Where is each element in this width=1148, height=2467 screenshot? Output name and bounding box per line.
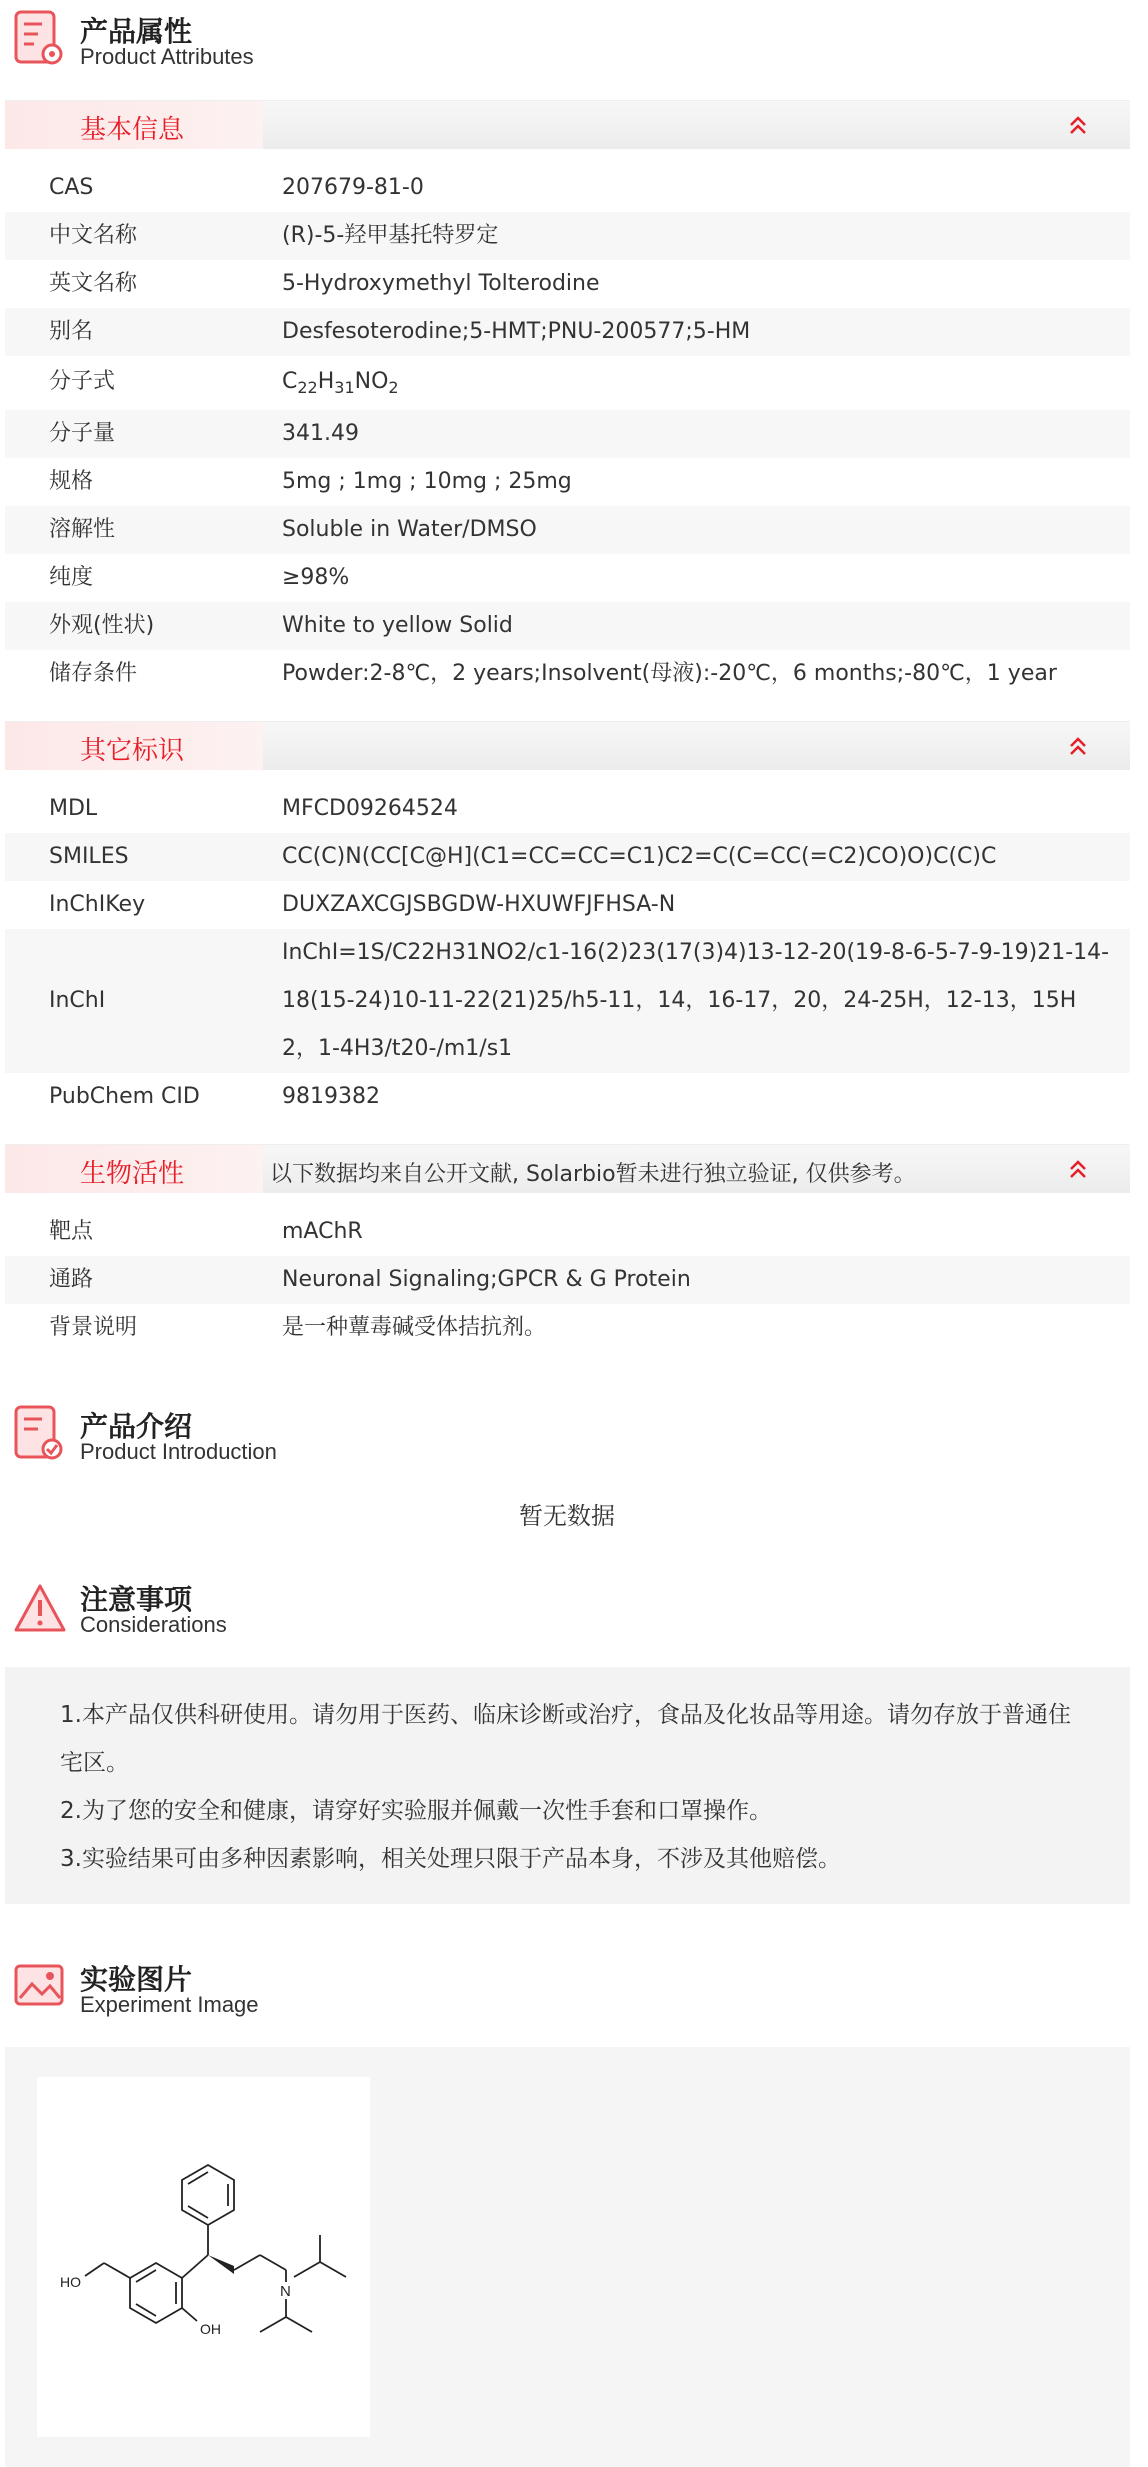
row-pubchem xyxy=(5,1073,1130,1121)
experiment-image-panel xyxy=(5,2047,1130,2467)
row-inchi xyxy=(5,929,1130,1073)
considerations-panel xyxy=(5,1667,1130,1904)
row-label: 分子量 xyxy=(49,421,116,446)
chevron-double-up-icon[interactable] xyxy=(1066,113,1090,137)
other-ids-tab-label: 其它标识 xyxy=(80,736,185,766)
row-background xyxy=(5,1304,1130,1352)
image-icon xyxy=(12,1954,68,2018)
row-mdl xyxy=(5,785,1130,833)
considerations-title: 注意事项 xyxy=(80,1583,193,1616)
bio-activity-tab xyxy=(5,1145,263,1193)
row-mw xyxy=(5,410,1130,458)
formula-c-count: 22 xyxy=(297,378,318,397)
row-label: PubChem CID xyxy=(49,1084,200,1109)
chevron-double-up-icon[interactable] xyxy=(1066,1157,1090,1181)
row-smiles xyxy=(5,833,1130,881)
row-label: 分子式 xyxy=(49,369,116,394)
other-ids-tab xyxy=(5,722,263,770)
row-value: Neuronal Signaling;GPCR & G Protein xyxy=(282,1267,691,1292)
bio-activity-bar[interactable] xyxy=(5,1144,1130,1193)
row-value: 是一种蕈毒碱受体拮抗剂。 xyxy=(282,1315,547,1340)
row-value: InChI=1S/C22H31NO2/c1-16(2)23(17(3)4)13-12-20(19-8-6-5-7-9-19)21-14-18(15-24)10-11-22(21)25/h5-11，14，16-17，20，24-25H，12-13，15H2，1-4H3/t20-/m1/s1 xyxy=(282,940,1110,1061)
introduction-subtitle: Product Introduction xyxy=(80,1439,277,1464)
attributes-icon xyxy=(12,6,68,70)
row-label: 储存条件 xyxy=(49,661,138,686)
row-value: Desfesoterodine;5-HMT;PNU-200577;5-HM xyxy=(282,319,751,344)
considerations-header xyxy=(0,1568,1148,1648)
row-label: 通路 xyxy=(49,1267,94,1292)
row-value: DUXZAXCGJSBGDW-HXUWFJFHSA-N xyxy=(282,892,676,917)
row-value: 5-Hydroxymethyl Tolterodine xyxy=(282,271,600,296)
row-pathway xyxy=(5,1256,1130,1304)
formula-h-count: 31 xyxy=(334,378,355,397)
row-solubility xyxy=(5,506,1130,554)
introduction-icon xyxy=(12,1401,68,1465)
formula-o-count: 2 xyxy=(388,378,399,397)
row-value: Powder:2-8℃，2 years;Insolvent(母液):-20℃，6 months;-80℃，1 year xyxy=(282,661,1057,686)
row-target xyxy=(5,1208,1130,1256)
experiment-header xyxy=(0,1948,1148,2028)
formula-c: C xyxy=(282,369,298,394)
notice-item: 1.本产品仅供科研使用。请勿用于医药、临床诊断或治疗，食品及化妆品等用途。请勿存放于普通住宅区。 xyxy=(60,1702,1071,1776)
row-value: mAChR xyxy=(282,1219,363,1244)
notice-item: 3.实验结果可由多种因素影响，相关处理只限于产品本身，不涉及其他赔偿。 xyxy=(60,1846,841,1872)
experiment-title: 实验图片 xyxy=(80,1963,193,1996)
row-storage xyxy=(5,650,1130,698)
row-label: 纯度 xyxy=(49,565,94,590)
bio-activity-tab-label: 生物活性 xyxy=(80,1159,185,1189)
row-value: 9819382 xyxy=(282,1084,380,1109)
row-label: 英文名称 xyxy=(49,271,138,296)
label-n: N xyxy=(280,2283,291,2300)
other-ids-bar[interactable] xyxy=(5,721,1130,770)
row-value: (R)-5-羟甲基托特罗定 xyxy=(282,223,499,248)
attributes-subtitle: Product Attributes xyxy=(80,44,254,69)
row-value: 341.49 xyxy=(282,421,359,446)
row-appearance xyxy=(5,602,1130,650)
row-cn-name xyxy=(5,212,1130,260)
introduction-empty: 暂无数据 xyxy=(519,1502,615,1530)
bio-activity-disclaimer: 以下数据均来自公开文献, Solarbio暂未进行独立验证, 仅供参考。 xyxy=(270,1162,916,1187)
row-label: 中文名称 xyxy=(49,223,138,248)
label-ho: HO xyxy=(60,2274,81,2290)
experiment-subtitle: Experiment Image xyxy=(80,1992,259,2017)
row-label: 背景说明 xyxy=(49,1315,138,1340)
row-en-name xyxy=(5,260,1130,308)
row-formula xyxy=(5,356,1130,408)
formula-h: H xyxy=(317,369,335,394)
introduction-title: 产品介绍 xyxy=(80,1410,193,1443)
row-alias xyxy=(5,308,1130,356)
row-inchikey xyxy=(5,881,1130,929)
row-label: SMILES xyxy=(49,844,129,869)
attributes-header xyxy=(0,0,1148,100)
label-oh: OH xyxy=(200,2321,221,2337)
warning-icon xyxy=(12,1574,68,1638)
row-value: MFCD09264524 xyxy=(282,796,458,821)
introduction-header xyxy=(0,1395,1148,1475)
formula-no: NO xyxy=(354,369,389,394)
row-label: 溶解性 xyxy=(49,517,116,542)
row-spec xyxy=(5,458,1130,506)
basic-info-tab xyxy=(5,101,263,149)
row-value: 5mg ; 1mg ; 10mg ; 25mg xyxy=(282,469,572,494)
notice-item: 2.为了您的安全和健康，请穿好实验服并佩戴一次性手套和口罩操作。 xyxy=(60,1798,772,1824)
molecule-structure xyxy=(37,2077,370,2437)
considerations-subtitle: Considerations xyxy=(80,1612,227,1637)
row-value: Soluble in Water/DMSO xyxy=(282,517,537,542)
chevron-double-up-icon[interactable] xyxy=(1066,734,1090,758)
row-label: 别名 xyxy=(49,319,94,344)
row-cas xyxy=(5,164,1130,212)
row-value: CC(C)N(CC[C@H](C1=CC=CC=C1)C2=C(C=CC(=C2)CO)O)C(C)C xyxy=(282,844,997,869)
basic-info-tab-label: 基本信息 xyxy=(80,115,185,145)
row-label: CAS xyxy=(49,175,94,200)
basic-info-bar[interactable] xyxy=(5,100,1130,149)
row-value: White to yellow Solid xyxy=(282,613,513,638)
row-label: 靶点 xyxy=(49,1219,94,1244)
row-label: 外观(性状) xyxy=(49,613,155,638)
row-label: 规格 xyxy=(49,469,94,494)
row-value: ≥98% xyxy=(282,565,350,590)
row-label: InChIKey xyxy=(49,892,146,917)
row-label: MDL xyxy=(49,796,98,821)
attributes-title: 产品属性 xyxy=(80,15,193,48)
row-label: InChI xyxy=(49,988,106,1013)
row-value: 207679-81-0 xyxy=(282,175,424,200)
structure-image xyxy=(37,2077,370,2437)
row-purity xyxy=(5,554,1130,602)
formula-value xyxy=(282,356,399,408)
